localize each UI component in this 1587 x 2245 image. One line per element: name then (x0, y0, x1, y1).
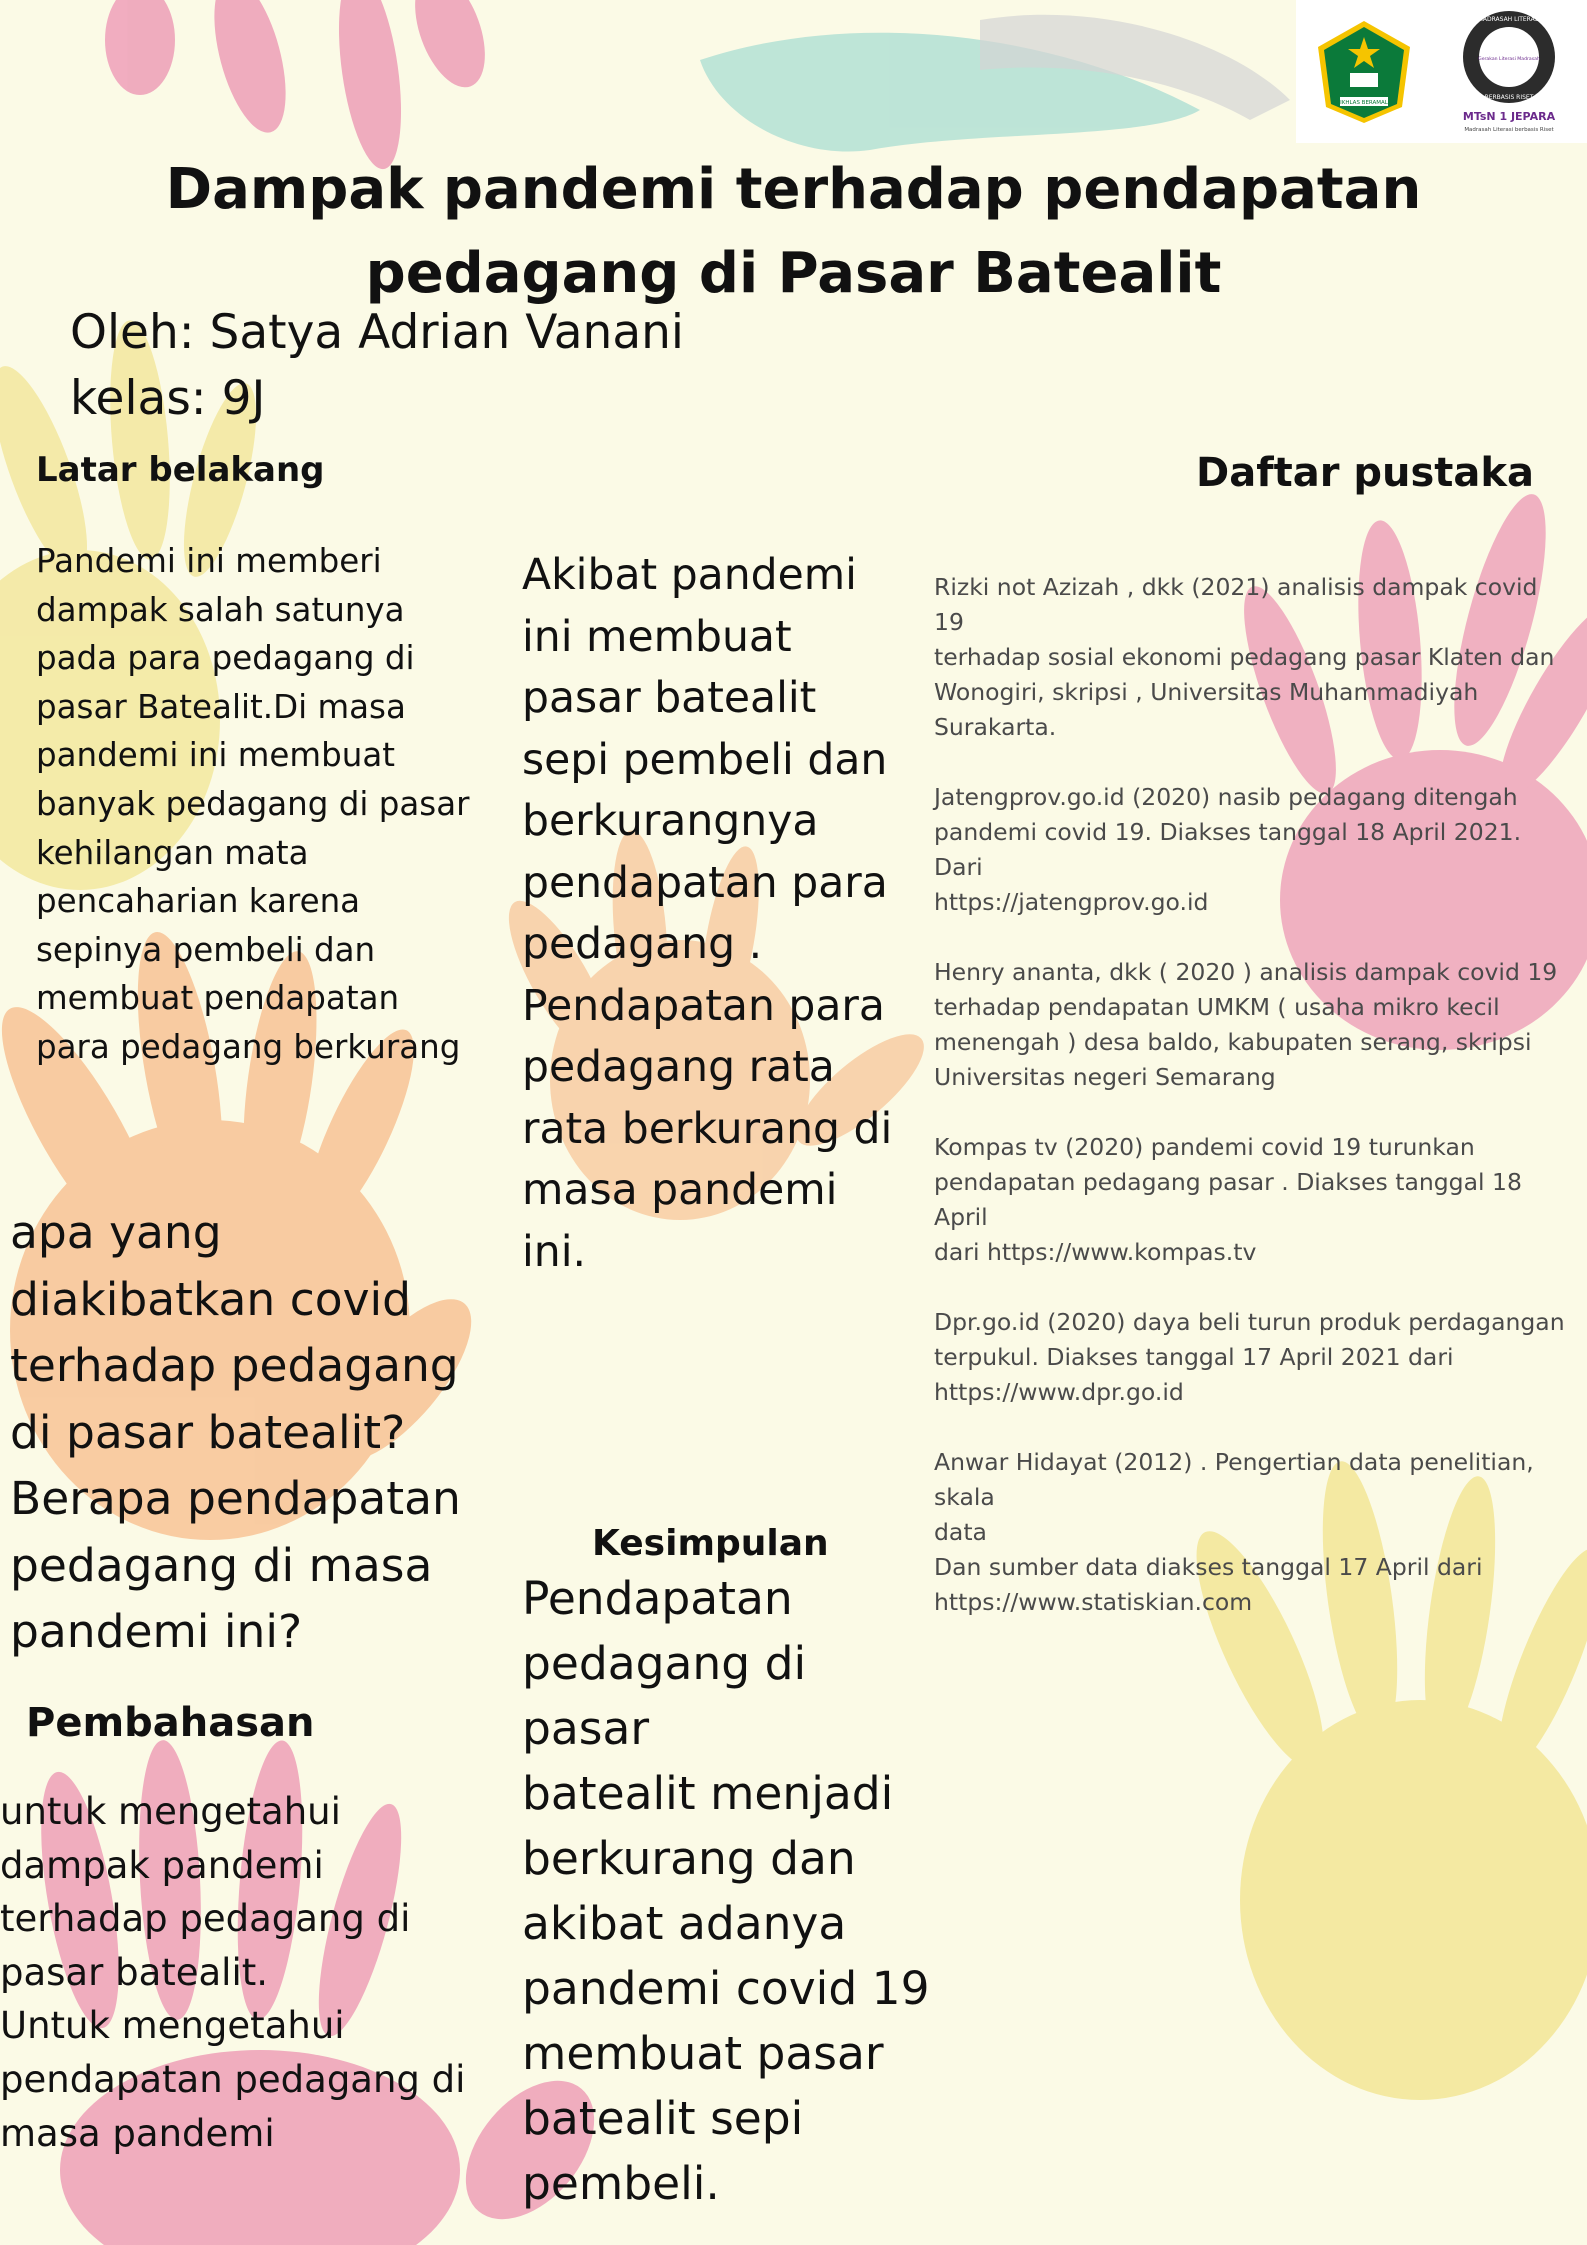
reference-item: Kompas tv (2020) pandemi covid 19 turunkan pendapatan pedagang pasar . Diakses tanggal 18 April dari https://www.kompas.tv (934, 1133, 1522, 1266)
latar-belakang-body: Pandemi ini memberi dampak salah satunya pada para pedagang di pasar Batealit.Di masa pandemi ini membuat banyak pedagang di pasar kehilangan mata pencaharian karena sepinya pembeli dan membuat pendapatan para pedagang berkurang (36, 542, 470, 1066)
kesimpulan-heading: Kesimpulan (592, 1523, 829, 1564)
pembahasan-body: untuk mengetahui dampak pandemi terhadap pedagang di pasar batealit. Untuk mengetahui pendapatan pedagang di masa pandemi (0, 1790, 466, 2155)
school-logo-ring-text: MADRASAH LITERASI (1477, 15, 1541, 23)
akibat-body: Akibat pandemi ini membuat pasar batealit sepi pembeli dan berkurangnya pendapatan para pedagang . Pendapatan para pedagang rata rata berkurang di masa pandemi ini. (522, 551, 893, 1277)
reference-item: Rizki not Azizah , dkk (2021) analisis dampak covid 19 terhadap sosial ekonomi pedagang pasar Klaten dan Wonogiri, skripsi , Universitas Muhammadiyah Surakarta. (934, 573, 1555, 741)
logo-panel (1296, 0, 1587, 143)
pembahasan-heading: Pembahasan (26, 1700, 315, 1746)
author-name: Oleh: Satya Adrian Vanani (70, 305, 684, 360)
reference-item: Jatengprov.go.id (2020) nasib pedagang ditengah pandemi covid 19. Diakses tanggal 18 April 2021. Dari https://jatengprov.go.id (934, 783, 1522, 916)
research-question-body: apa yang diakibatkan covid terhadap pedagang di pasar batealit? Berapa pendapatan pedagang di masa pandemi ini? (10, 1206, 461, 1658)
byline (70, 300, 684, 432)
school-name: MTsN 1 JEPARA (1463, 109, 1556, 123)
class-label: kelas: 9J (70, 371, 266, 426)
latar-belakang-heading: Latar belakang (36, 450, 325, 490)
school-tagline: Madrasah Literasi berbasis Riset (1464, 126, 1554, 133)
reference-list (934, 570, 1574, 1655)
brush-stroke-decoration (700, 15, 1290, 152)
reference-item: Dpr.go.id (2020) daya beli turun produk perdagangan terpukul. Diakses tanggal 17 April 2021 dari https://www.dpr.go.id (934, 1308, 1565, 1406)
school-logo (1449, 7, 1569, 137)
kesimpulan-body: Pendapatan pedagang di pasar batealit menjadi berkurang dan akibat adanya pandemi covid 19 membuat pasar batealit sepi pembeli. (522, 1572, 930, 2210)
page-title: Dampak pandemi terhadap pendapatan pedagang di Pasar Batealit (165, 157, 1422, 306)
school-logo-ring-bottom-text: BERBASIS RISET (1484, 93, 1534, 101)
reference-item: Henry ananta, dkk ( 2020 ) analisis dampak covid 19 terhadap pendapatan UMKM ( usaha mikro kecil menengah ) desa baldo, kabupaten serang, skripsi Universitas negeri Semarang (934, 958, 1558, 1091)
kemenag-logo-text: IKHLAS BERAMAL (1339, 99, 1388, 106)
daftar-pustaka-heading: Daftar pustaka (1196, 450, 1534, 496)
kemenag-logo (1314, 17, 1414, 127)
reference-item: Anwar Hidayat (2012) . Pengertian data penelitian, skala data Dan sumber data diakses tanggal 17 April dari https://www.statiskian.com (934, 1448, 1534, 1616)
school-logo-inner-text: Gerakan Literasi Madrasah (1478, 56, 1541, 62)
hand-print-pink-top (105, 0, 499, 173)
